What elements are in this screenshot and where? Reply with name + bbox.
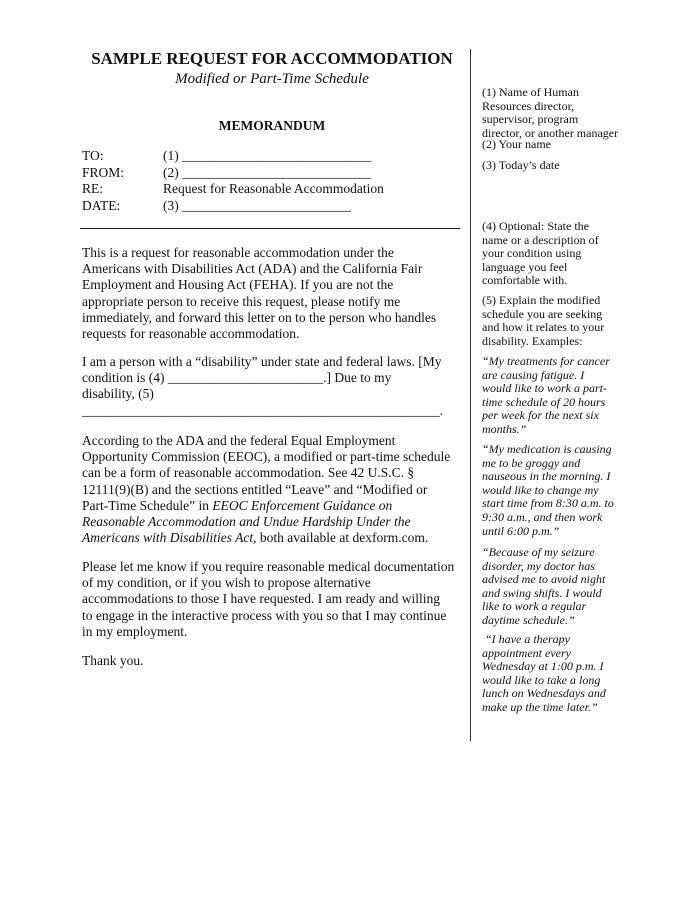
text-line: to engage in the interactive process with you so that I may continue bbox=[82, 607, 447, 623]
memo-label-date: DATE: bbox=[82, 197, 121, 213]
paragraph-documentation bbox=[82, 559, 462, 640]
document-subtitle: Modified or Part-Time Schedule bbox=[175, 71, 369, 87]
text-line: 12111(9)(B) and the sections entitled “Leave” and “Modified or bbox=[82, 481, 428, 497]
memo-fields bbox=[82, 148, 462, 214]
sidebar-example-medication: “My medication is causing me to be groggy and nauseous in the morning. I would like to change my start time from 8:30 a.m. to 9:30 a.m., and then work until 6:00 p.m.” bbox=[482, 442, 614, 538]
text-line: of my condition, or if you wish to propose alternative bbox=[82, 575, 371, 591]
text-line: This is a request for reasonable accommodation under the bbox=[82, 245, 394, 260]
sidebar-example-seizure: “Because of my seizure disorder, my doctor has advised me to avoid night and swing shifts. I would like to work a regular daytime schedule.” bbox=[482, 545, 606, 627]
text-line: I am a person with a “disability” under state and federal laws. [My bbox=[82, 354, 442, 369]
document-title: SAMPLE REQUEST FOR ACCOMMODATION bbox=[91, 49, 453, 68]
text-line: According to the ADA and the federal Equal Employment bbox=[82, 433, 396, 448]
paragraph-disability bbox=[82, 354, 462, 419]
header-divider bbox=[80, 228, 460, 229]
text-line: appropriate person to receive this request, please notify me bbox=[82, 293, 401, 309]
text-line bbox=[82, 530, 462, 546]
memo-label-from: FROM: bbox=[82, 164, 125, 180]
text-line: Americans with Disabilities Act (ADA) and the California Fair bbox=[82, 261, 423, 277]
sidebar-note-2: (2) Your name bbox=[482, 137, 551, 151]
text-line: Please let me know if you require reasonable medical documentation bbox=[82, 559, 455, 574]
text-line: Opportunity Commission (EEOC), a modified or part-time schedule bbox=[82, 449, 451, 465]
text-line: accommodations to those I have requested. I am ready and willing bbox=[82, 591, 441, 607]
text-line: Employment and Housing Act (FEHA). If you are not the bbox=[82, 277, 394, 293]
sidebar-example-therapy: “I have a therapy appointment every Wednesday at 1:00 p.m. I would like to take a long lunch on Wednesdays and make up the time later.” bbox=[482, 632, 606, 714]
guidance-title: Reasonable Accommodation and Undue Hardship Under the bbox=[82, 514, 411, 530]
dexform-reference: , both available at dexform.com. bbox=[253, 530, 429, 546]
memo-heading: MEMORANDUM bbox=[218, 118, 326, 133]
memo-label-to: TO: bbox=[82, 148, 104, 163]
memo-row-re bbox=[82, 181, 462, 198]
sidebar-note-4: (4) Optional: State the name or a description of your condition using language you feel comfortable with. bbox=[482, 219, 599, 288]
document-header bbox=[82, 48, 462, 213]
text-line bbox=[82, 514, 462, 530]
guidance-title: EEOC Enforcement Guidance on bbox=[212, 497, 393, 513]
guidance-title: Americans with Disabilities Act bbox=[82, 530, 254, 546]
condition-blank-line[interactable]: condition is (4) _______________________.] Due to my bbox=[82, 370, 392, 386]
text-line: can be a form of reasonable accommodation. See 42 U.S.C. § bbox=[82, 465, 415, 481]
memo-value-to[interactable]: (1) ____________________________ bbox=[163, 148, 372, 163]
text-line: immediately, and forward this letter on to the person who handles bbox=[82, 309, 437, 325]
sidebar-example-cancer: “My treatments for cancer are causing fatigue. I would like to work a part- time schedule of 20 hours per week for the next six months.” bbox=[482, 354, 610, 436]
sidebar-divider bbox=[470, 49, 471, 741]
text-line: disability, (5) bbox=[82, 386, 154, 402]
sidebar-note-3: (3) Today’s date bbox=[482, 158, 560, 172]
schedule-blank-line[interactable]: _____________________________________________________. bbox=[82, 402, 444, 418]
closing: Thank you. bbox=[82, 653, 144, 668]
text-line: Part-Time Schedule” in EEOC Enforcement Guidance on bbox=[82, 497, 393, 513]
sidebar-note-1: (1) Name of Human Resources director, supervisor, program director, or another manager bbox=[482, 85, 619, 140]
sidebar-note-5: (5) Explain the modified schedule you are seeking and how it relates to your disability. Examples: bbox=[482, 293, 605, 348]
memo-value-date[interactable]: (3) _________________________ bbox=[163, 197, 351, 213]
memo-row-date bbox=[82, 198, 462, 215]
text-line: requests for reasonable accommodation. bbox=[82, 326, 300, 342]
text-line: in my employment. bbox=[82, 623, 188, 639]
memo-label-re: RE: bbox=[82, 181, 104, 196]
memo-row-from bbox=[82, 165, 462, 182]
memo-value-re: Request for Reasonable Accommodation bbox=[163, 181, 384, 196]
paragraph-legal-basis bbox=[82, 433, 462, 546]
memo-value-from[interactable]: (2) ____________________________ bbox=[163, 164, 372, 180]
paragraph-request bbox=[82, 245, 462, 342]
memo-row-to bbox=[82, 148, 462, 165]
